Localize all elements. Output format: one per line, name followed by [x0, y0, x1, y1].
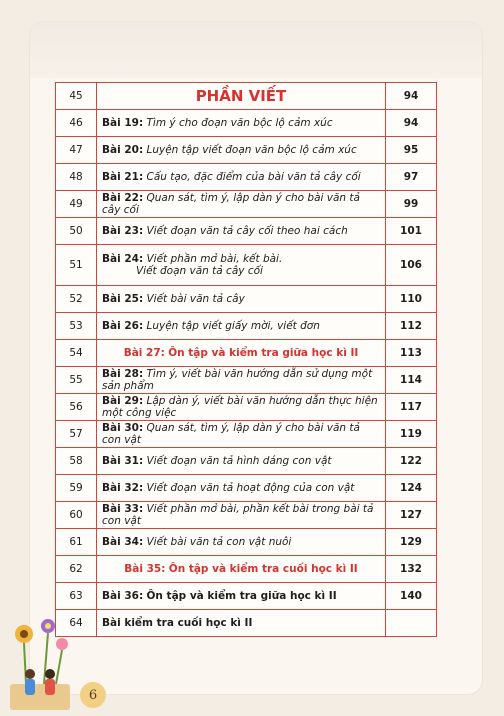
row-page: 99 — [386, 191, 437, 218]
lesson-title: Luyện tập viết giấy mời, viết đơn — [146, 320, 320, 332]
row-title — [97, 164, 386, 191]
row-page: 112 — [386, 313, 437, 340]
row-title — [97, 610, 386, 637]
lesson-title: Ôn tập và kiểm tra cuối học kì II — [168, 563, 358, 575]
row-page: 119 — [386, 421, 437, 448]
row-number: 50 — [56, 218, 97, 245]
row-number: 56 — [56, 394, 97, 421]
table-row — [56, 448, 437, 475]
lesson-title: Ôn tập và kiểm tra giữa học kì II — [168, 347, 359, 359]
row-page: 97 — [386, 164, 437, 191]
row-number: 52 — [56, 286, 97, 313]
lesson-title: Quan sát, tìm ý, lập dàn ý cho bài văn tả cây cối — [102, 192, 360, 216]
lesson-title: Quan sát, tìm ý, lập dàn ý cho bài văn tả con vật — [102, 422, 360, 446]
row-page: 127 — [386, 502, 437, 529]
lesson-label: Bài 20: — [102, 144, 144, 156]
lesson-label: Bài 32: — [102, 482, 144, 494]
table-row — [56, 191, 437, 218]
lesson-title: Viết đoạn văn tả cây cối theo hai cách — [146, 225, 348, 237]
row-page: 117 — [386, 394, 437, 421]
table-row — [56, 421, 437, 448]
table-row — [56, 164, 437, 191]
table-row — [56, 286, 437, 313]
row-number: 58 — [56, 448, 97, 475]
page-number: 6 — [88, 687, 98, 703]
row-number: 64 — [56, 610, 97, 637]
lesson-title: Tìm ý, viết bài văn hướng dẫn sử dụng một sản phẩm — [102, 368, 373, 392]
table-row — [56, 394, 437, 421]
table-row — [56, 340, 437, 367]
row-number: 61 — [56, 529, 97, 556]
lesson-label: Bài 26: — [102, 320, 144, 332]
row-number: 62 — [56, 556, 97, 583]
table-row — [56, 313, 437, 340]
row-number: 48 — [56, 164, 97, 191]
table-row — [56, 502, 437, 529]
flower-kids-illustration — [4, 614, 76, 712]
table-row — [56, 245, 437, 286]
row-title — [97, 502, 386, 529]
row-title — [97, 529, 386, 556]
row-number: 46 — [56, 110, 97, 137]
lesson-title: Cấu tạo, đặc điểm của bài văn tả cây cối — [146, 171, 361, 183]
row-title — [97, 475, 386, 502]
bleed-through-strip — [30, 22, 482, 78]
row-page: 113 — [386, 340, 437, 367]
table-row — [56, 110, 437, 137]
row-number: 63 — [56, 583, 97, 610]
row-page: 95 — [386, 137, 437, 164]
page-number-badge — [80, 682, 106, 708]
row-page: 110 — [386, 286, 437, 313]
row-title — [97, 245, 386, 286]
row-page: 124 — [386, 475, 437, 502]
row-title — [97, 394, 386, 421]
row-number: 47 — [56, 137, 97, 164]
row-title — [97, 421, 386, 448]
lesson-label: Bài 25: — [102, 293, 144, 305]
row-title — [97, 137, 386, 164]
row-page — [386, 610, 437, 637]
lesson-title: Luyện tập viết đoạn văn bộc lộ cảm xúc — [146, 144, 357, 156]
row-number: 51 — [56, 245, 97, 286]
lesson-title-line2: Viết đoạn văn tả cây cối — [136, 265, 263, 277]
row-title — [97, 367, 386, 394]
lesson-title: Ôn tập và kiểm tra giữa học kì II — [146, 590, 337, 602]
row-title — [97, 110, 386, 137]
row-number: 57 — [56, 421, 97, 448]
lesson-label: Bài 28: — [102, 368, 144, 380]
table-row — [56, 583, 437, 610]
row-page: 132 — [386, 556, 437, 583]
row-title — [97, 583, 386, 610]
lesson-label: Bài 34: — [102, 536, 144, 548]
row-title — [97, 286, 386, 313]
row-page: 106 — [386, 245, 437, 286]
table-row — [56, 137, 437, 164]
lesson-label: Bài 33: — [102, 503, 144, 515]
row-title — [97, 448, 386, 475]
row-number: 60 — [56, 502, 97, 529]
lesson-label: Bài 23: — [102, 225, 144, 237]
row-page: 129 — [386, 529, 437, 556]
lesson-label: Bài 27: — [123, 347, 165, 359]
lesson-label: Bài 36: — [102, 590, 144, 602]
row-title — [97, 556, 386, 583]
row-number: 45 — [56, 83, 97, 110]
lesson-label: Bài 22: — [102, 192, 144, 204]
row-page: 122 — [386, 448, 437, 475]
row-page: 140 — [386, 583, 437, 610]
row-title — [97, 313, 386, 340]
lesson-label: Bài 35: — [124, 563, 166, 575]
lesson-label: Bài 30: — [102, 422, 144, 434]
lesson-title: Viết đoạn văn tả hoạt động của con vật — [146, 482, 355, 494]
row-number: 59 — [56, 475, 97, 502]
row-title — [97, 83, 386, 110]
row-title — [97, 218, 386, 245]
lesson-title: Lập dàn ý, viết bài văn hướng dẫn thực hiện một công việc — [102, 395, 378, 419]
table-row — [56, 556, 437, 583]
lesson-label: Bài 21: — [102, 171, 144, 183]
table-row — [56, 610, 437, 637]
row-title — [97, 191, 386, 218]
toc-body — [56, 83, 437, 637]
row-number: 54 — [56, 340, 97, 367]
table-row — [56, 367, 437, 394]
row-page: 114 — [386, 367, 437, 394]
lesson-title: Viết bài văn tả cây — [146, 293, 245, 305]
lesson-title: Viết bài văn tả con vật nuôi — [146, 536, 292, 548]
lesson-label: Bài 31: — [102, 455, 144, 467]
table-row — [56, 475, 437, 502]
row-number: 55 — [56, 367, 97, 394]
row-page: 101 — [386, 218, 437, 245]
row-title — [97, 340, 386, 367]
lesson-label: Bài kiểm tra cuối học kì II — [102, 617, 253, 629]
lesson-label: Bài 24: — [102, 253, 144, 265]
table-of-contents — [55, 82, 437, 637]
lesson-label: Bài 29: — [102, 395, 144, 407]
lesson-title: Viết đoạn văn tả hình dáng con vật — [146, 455, 332, 467]
table-row — [56, 218, 437, 245]
row-number: 53 — [56, 313, 97, 340]
lesson-label: Bài 19: — [102, 117, 144, 129]
row-page: 94 — [386, 110, 437, 137]
section-title: PHẦN VIẾT — [195, 87, 287, 105]
row-page: 94 — [386, 83, 437, 110]
lesson-title: Viết phần mở bài, phần kết bài trong bài tả con vật — [102, 503, 374, 527]
lesson-title: Viết phần mở bài, kết bài. — [146, 253, 283, 265]
table-row — [56, 83, 437, 110]
table-row — [56, 529, 437, 556]
lesson-title: Tìm ý cho đoạn văn bộc lộ cảm xúc — [146, 117, 333, 129]
row-number: 49 — [56, 191, 97, 218]
